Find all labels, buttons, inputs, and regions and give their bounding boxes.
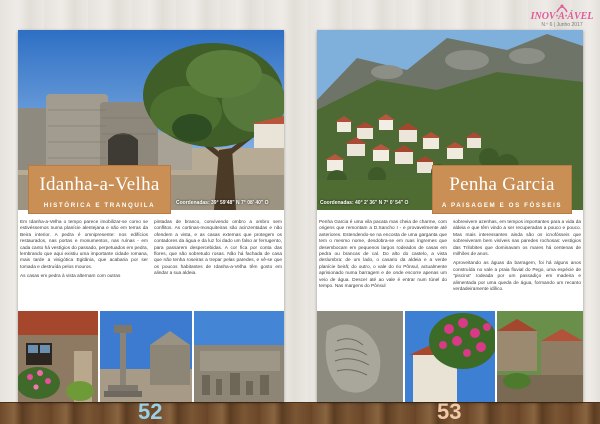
idanha-photo-pillory [100, 311, 192, 402]
penha-paragraph: Aproveitando as águas da barragem, foi há alguns anos construída no vale a praia fluvial do Pego, uma espécie de "piscina" rodeada por um passadiço em madeira e alimentada por uma queda de água, formando um recanto verdadeiramente idílico. [453, 261, 581, 293]
idanha-title: Idanha-a-Velha [39, 174, 160, 195]
penha-column-1 [319, 220, 447, 312]
idanha-paragraph: As casas em pedra à vista alternam com outras [20, 274, 121, 280]
penha-photo-village-street [497, 311, 583, 402]
penha-column-2 [453, 220, 581, 312]
penha-article-body [317, 220, 583, 312]
idanha-title-box [28, 165, 171, 214]
idanha-column-2 [154, 220, 282, 312]
penha-photo-strip [317, 311, 583, 402]
idanha-photo-strip [18, 311, 284, 402]
penha-subtitle: A PAISAGEM E OS FÓSSEIS [441, 202, 563, 209]
penha-title: Penha Garcia [449, 174, 555, 195]
left-page [18, 30, 284, 402]
penha-coordinates: Coordenadas: 40° 2' 36" N 7° 0' 54" O [320, 200, 409, 206]
page-number-right: 53 [437, 399, 462, 424]
idanha-paragraph: pintadas de branco, convivendo ombro a ombro sem conflitos. As cortinas-mosquiteiras são acinzentadas e não ofendem a vista, e as casas externas que protegem os contadores da água e da luz foi dado um falso ar ferrugento, para passarem despercebidas. A cor fica por conta das flores, que são sobretudo rosas. Não há fachada de casa que não tenha roseiras a trepar pelas paredes, e vê-se que os poucos habitantes de Idanha-a-Velha têm gosto em alindar a sua aldeia. [154, 220, 282, 277]
penha-paragraph: sobrevivem azenhas, em tempos importantes para a vida da aldeia e que têm vindo a ser recuperadas a pouco e pouco. Mas mais interessantes ainda são os icnofósseis que sobreviveram bem visíveis nas paredes rochosas: vestígios das Trilobites que dominavam os mares há centenas de milhões de anos. [453, 220, 581, 258]
penha-title-box [432, 165, 572, 214]
idanha-article-body [18, 220, 284, 312]
idanha-photo-house-flowers [18, 311, 98, 402]
idanha-coordinates: Coordenadas: 39° 59'48" N 7° 08' 40" O [176, 200, 269, 206]
page-number-left: 52 [138, 399, 163, 424]
wood-floor [0, 399, 600, 424]
idanha-column-1 [20, 220, 148, 312]
penha-photo-fossil [317, 311, 403, 402]
idanha-photo-ruins [194, 311, 284, 402]
penha-photo-bougainvillea [405, 311, 495, 402]
idanha-subtitle: HISTÓRICA E TRANQUILA [43, 202, 156, 209]
right-page [317, 30, 583, 402]
penha-paragraph: Penha Garcia é uma vila pacata mas cheia de charme, com origens que remontam a D.Sancho I - e provavelmente até anteriores. Estendendo-se na encosta de uma garganta que tem o mesmo nome, desdobra-se em ruas íngremes que desembocam em pequenos largos rodeados de casas em pedra ou brancas de cal. Do alto do castelo, a vista deslumbra: de um lado, o casario da aldeia e a verde planície beirã; do outro, o vale do rio Pônsul, actualmente aprisionado numa barragem e de onde escorre apenas um veio de água. Descer até ao vale é entrar num túnel do tempo. Nas margens do Pônsul [319, 220, 447, 290]
magazine-brand: INOV·A·ÁVEL [530, 11, 594, 22]
magazine-issue: N.º 6 | Junho 2017 [541, 22, 583, 28]
idanha-paragraph: Em Idanha-a-Velha o tempo parece imobilizar-se como se estivéssemos numa planície alentejana e não em terras da Beira interior. A pedra é omnipresente: nos edifícios restaurados, nas portas e monumentos, nas ruínas - em cada canto há vestígios do passado, perpetuados em pedra, lembrando que aqui existiu uma importante cidade romana, mais tarde a visigótica Egitânia, que acabaria por ser tomada e destruída pelos mouros. [20, 220, 148, 270]
logo-mark-icon [529, 2, 595, 14]
magazine-logo [529, 2, 595, 30]
